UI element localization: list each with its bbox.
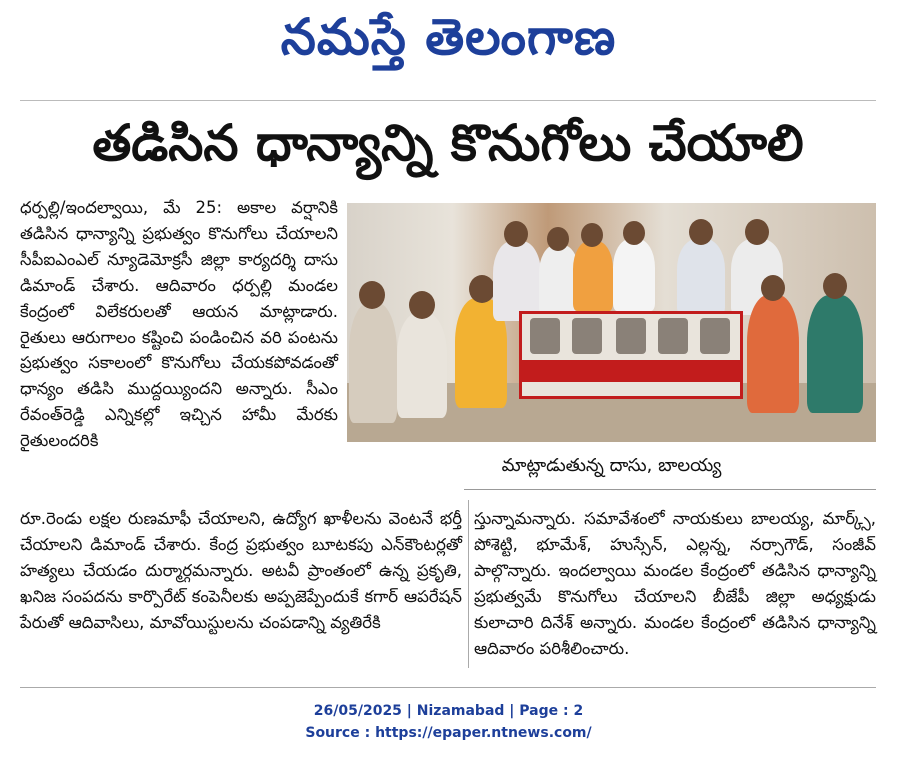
person-figure: [573, 241, 613, 311]
masthead-logo: నమస్తే తెలంగాణ: [280, 8, 617, 66]
top-divider: [20, 100, 876, 101]
person-head: [761, 275, 785, 301]
person-head: [409, 291, 435, 319]
person-head: [359, 281, 385, 309]
banner-portrait: [700, 318, 730, 354]
banner-portrait: [616, 318, 646, 354]
person-head: [547, 227, 569, 251]
person-head: [504, 221, 528, 247]
bottom-divider: [20, 687, 876, 688]
person-figure: [397, 313, 447, 418]
article-left-column-bottom: రూ.రెండు లక్షల రుణమాఫీ చేయాలని, ఉద్యోగ ఖాళీలను వెంటనే భర్తీ చేయాలని డిమాండ్ చేశారు. కేంద్ర ప్రభుత్వం బూటకపు ఎన్‌కౌంటర్లతో హత్యలు చేయడం దుర్మార్గమన్నారు. అటవీ ప్రాంతంలో ఉన్న ప్రకృతి, ఖనిజ సంపదను కార్పొరేట్ కంపెనీలకు అప్పజెప్పేందుకే కగార్ ఆపరేషన్ పేరుతో ఆదివాసిలు, మావోయిస్టులను చంపడాన్ని వ్యతిరేకి: [20, 509, 462, 632]
person-head: [469, 275, 495, 303]
person-figure: [747, 295, 799, 413]
protest-banner: [519, 311, 743, 399]
person-figure: [613, 239, 655, 311]
banner-red-strip: [522, 360, 740, 382]
banner-portrait: [572, 318, 602, 354]
person-head: [581, 223, 603, 247]
caption-divider: [464, 489, 876, 490]
footer: [0, 700, 897, 744]
headline: తడిసిన ధాన్యాన్ని కొనుగోలు చేయాలి: [92, 114, 804, 172]
article-right-column: స్తున్నామన్నారు. సమావేశంలో నాయకులు బాలయ్య, మార్క్స్, పోశెట్టి, భూమేశ్, హుస్సేన్, ఎల్లన్న, నర్సాగౌడ్, సంజీవ్ పాల్గొన్నారు. ఇందల్వాయి మండల కేంద్రంలో తడిసిన ధాన్యాన్ని ప్రభుత్వమే కొనుగోలు చేయాలని బీజేపీ జిల్లా అధ్యక్షుడు కులాచారి దినేశ్ అన్నారు. మండల కేంద్రంలో తడిసిన ధాన్యాన్ని ఆదివారం పరిశీలించారు.: [474, 509, 876, 658]
footer-date-edition: 26/05/2025 | Nizamabad | Page : 2: [313, 703, 584, 719]
article-left-column: ధర్పల్లి/ఇందల్వాయి, మే 25: అకాల వర్షానికి తడిసిన ధాన్యాన్ని ప్రభుత్వం కొనుగోలు చేయాలని సీపీఐఎంఎల్ న్యూడెమోక్రసీ జిల్లా కార్యదర్శి దాసు డిమాండ్ చేశారు. ఆదివారం ధర్పల్లి మండల కేంద్రంలో విలేకరులతో ఆయన మాట్లాడారు. రైతులు ఆరుగాలం కష్టించి పండించిన వరి పంటను ప్రభుత్వం సకాలంలో కొనుగోలు చేయకపోవడంతో ధాన్యం తడిసి ముద్దయ్యిందని అన్నారు. సీఎం రేవంత్‌రెడ్డి ఎన్నికల్లో ఇచ్చిన హామీ మేరకు రైతులందరికి: [20, 198, 338, 451]
column-divider: [468, 500, 469, 668]
person-figure: [349, 303, 397, 423]
person-head: [689, 219, 713, 245]
news-photo: [347, 203, 876, 442]
person-figure: [807, 295, 863, 413]
person-head: [623, 221, 645, 245]
footer-source-link[interactable]: Source : https://epaper.ntnews.com/: [305, 725, 592, 741]
photo-caption: మాట్లాడుతున్న దాసు, బాలయ్య: [501, 455, 722, 476]
person-figure: [677, 239, 725, 315]
banner-portrait: [530, 318, 560, 354]
person-head: [745, 219, 769, 245]
banner-portrait: [658, 318, 688, 354]
person-head: [823, 273, 847, 299]
banner-footer-strip: [522, 384, 740, 396]
person-figure: [493, 241, 541, 321]
